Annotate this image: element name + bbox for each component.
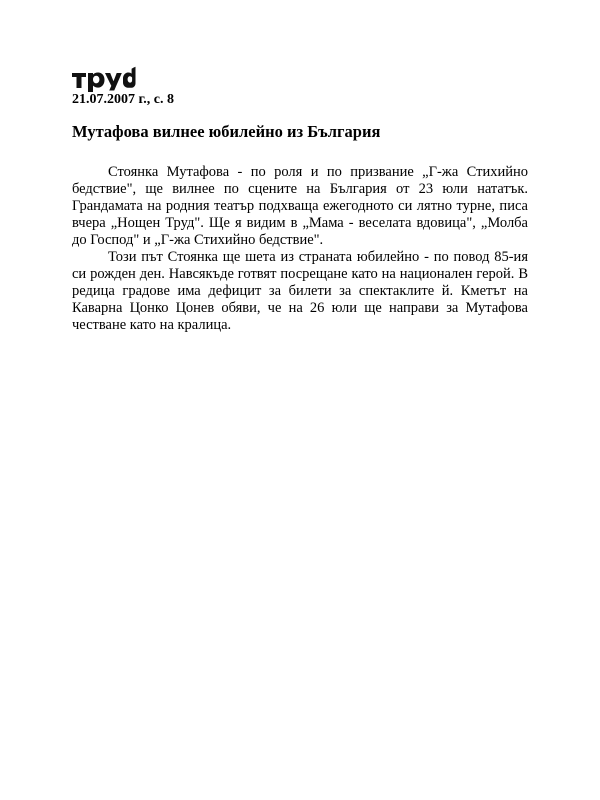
- trud-logo-icon: [71, 66, 137, 92]
- article-paragraph: Стоянка Мутафова - по роля и по призвание „Г-жа Стихийно бедствие", ще вилнее по сцените на България от 23 юли нататък. Грандамата на родния театър подхваща ежегодното си лятно турне, писа вчера „Нощен Труд". Ще я видим в „Мама - веселата вдовица", „Молба до Господ" и „Г-жа Стихийно бедствие".: [72, 164, 528, 248]
- article-body: [72, 164, 528, 334]
- trud-logo: [71, 66, 137, 92]
- publication-date-line: 21.07.2007 г., с. 8: [72, 92, 174, 107]
- article-paragraph: Този път Стоянка ще шета из страната юбилейно - по повод 85-ия си рожден ден. Навсякъде готвят посрещане като на национален герой. В редица градове има дефицит за билети за спектаклите й. Кметът на Каварна Цонко Цонев обяви, че на 26 юли ще направи за Мутафова честване като на кралица.: [72, 249, 528, 333]
- article-headline: Мутафова вилнее юбилейно из България: [72, 122, 381, 141]
